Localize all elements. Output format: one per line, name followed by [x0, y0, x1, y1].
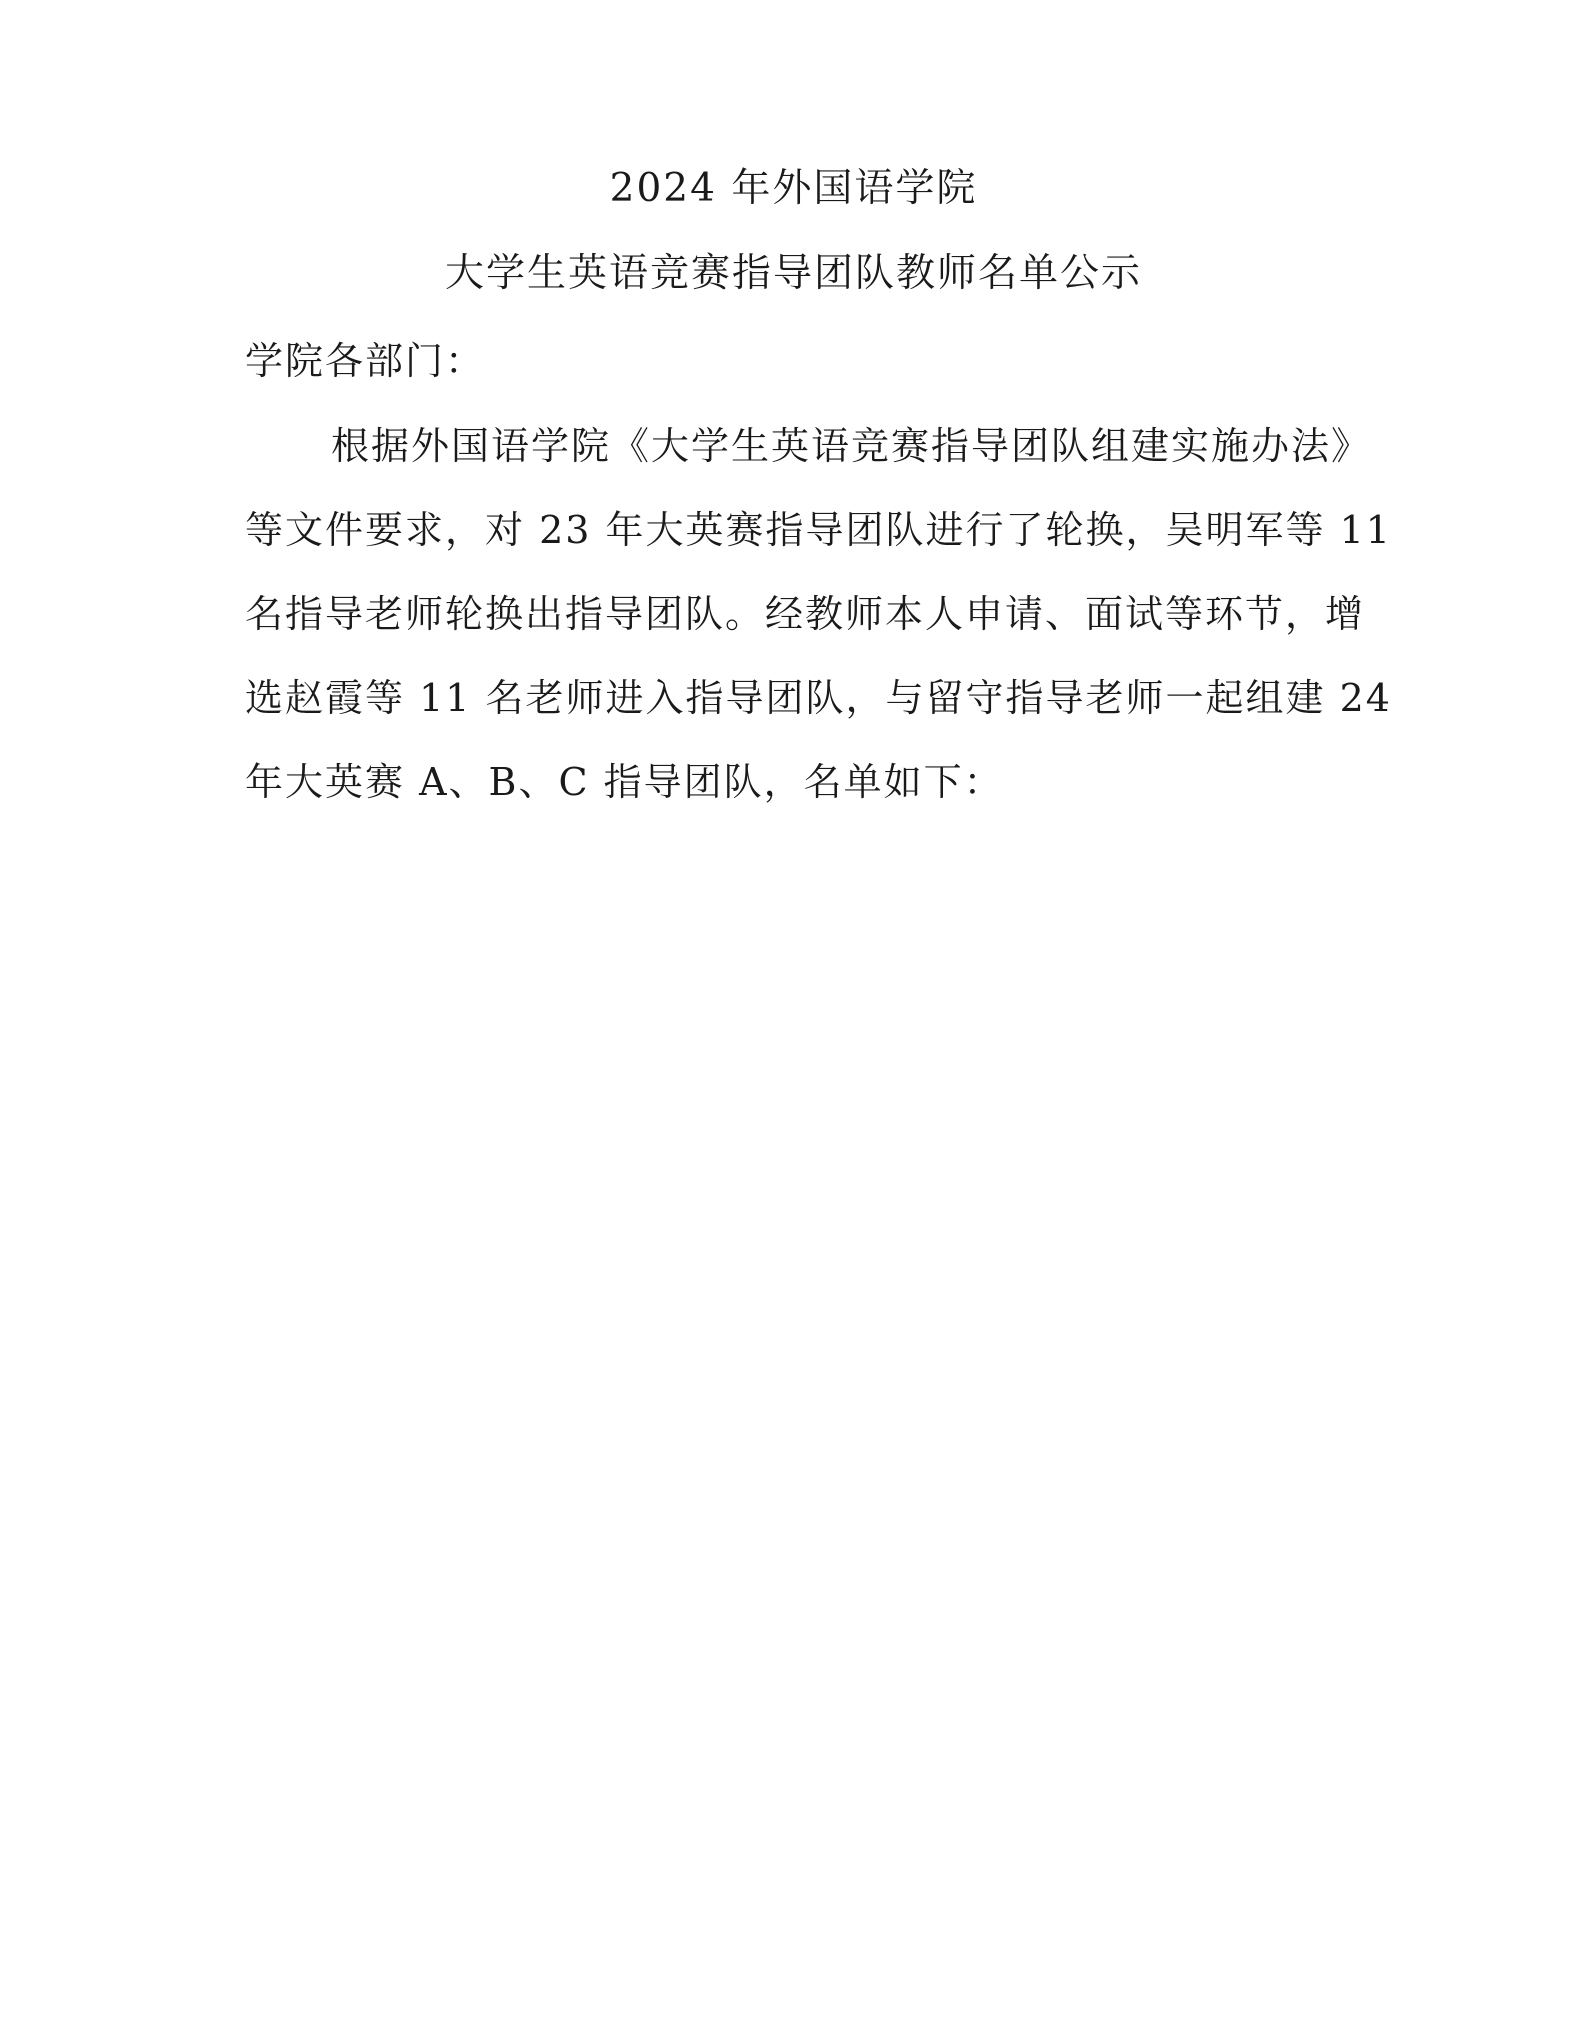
title-line-2: 大学生英语竞赛指导团队教师名单公示 [444, 251, 1142, 296]
title-line-1: 2024 年外国语学院 [609, 166, 978, 211]
salutation: 学院各部门： [245, 339, 486, 383]
body-line-2: 等文件要求，对 23 年大英赛指导团队进行了轮换，吴明军等 11 [245, 508, 1392, 552]
body-line-5: 年大英赛 A、B、C 指导团队，名单如下： [245, 760, 1004, 804]
body-line-1: 根据外国语学院《大学生英语竞赛指导团队组建实施办法》 [331, 424, 1372, 468]
body-line-3: 名指导老师轮换出指导团队。经教师本人申请、面试等环节，增 [245, 592, 1366, 636]
body-line-4: 选赵霞等 11 名老师进入指导团队，与留守指导老师一起组建 24 [245, 676, 1392, 720]
